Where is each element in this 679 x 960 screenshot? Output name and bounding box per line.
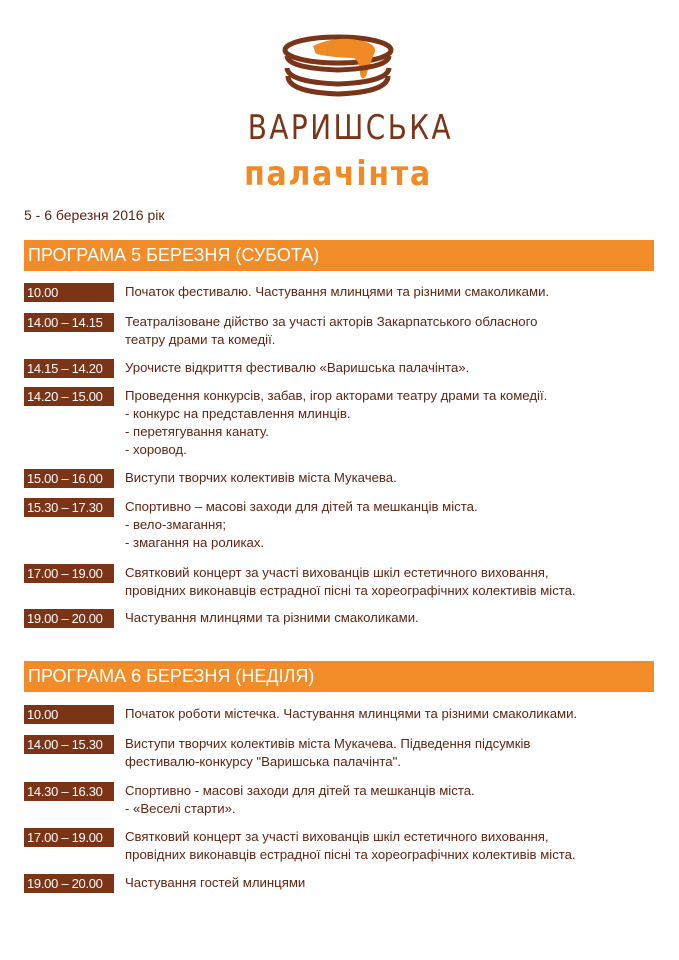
time-badge: 14.00 – 15.30 (24, 735, 114, 754)
item-description (125, 283, 665, 301)
time-badge: 14.20 – 15.00 (24, 387, 114, 406)
sub-item: - «Веселі старти». (125, 801, 236, 816)
description-line: Початок роботи містечка. Частування млинцями та різними смаколиками. (125, 706, 578, 721)
time-badge: 15.00 – 16.00 (24, 469, 114, 488)
item-description (125, 387, 665, 459)
time-badge: 14.00 – 14.15 (24, 313, 114, 332)
sub-item: - хоровод. (125, 442, 187, 457)
description-line: Виступи творчих колективів міста Мукачева. (125, 470, 397, 485)
item-description (125, 782, 665, 818)
description-line: провідних виконавців естрадної пісні та хореографічних колективів міста. (125, 847, 576, 862)
item-description (125, 705, 665, 723)
item-description (125, 498, 665, 552)
sub-item: - змагання на роликах. (125, 535, 265, 550)
description-line: Святковий концерт за участі вихованців шкіл естетичного виховання, (125, 829, 549, 844)
time-badge: 14.30 – 16.30 (24, 782, 114, 801)
item-description (125, 874, 665, 892)
time-badge: 10.00 (24, 283, 114, 302)
description-line: Святковий концерт за участі вихованців шкіл естетичного виховання, (125, 565, 549, 580)
description-line: Театралізоване дійство за участі акторів Закарпатського обласного (125, 314, 538, 329)
description-line: Спортивно - масові заходи для дітей та мешканців міста. (125, 783, 475, 798)
item-description (125, 735, 665, 771)
description-line: Спортивно – масові заходи для дітей та мешканців міста. (125, 499, 478, 514)
logo-title-top: ВАРИШСЬКА (247, 108, 454, 148)
description-line: Частування гостей млинцями (125, 875, 306, 890)
time-badge: 19.00 – 20.00 (24, 609, 114, 628)
sub-item: - перетягування канату. (125, 424, 269, 439)
section-header: ПРОГРАМА 5 БЕРЕЗНЯ (СУБОТА) (24, 240, 654, 271)
description-line: Виступи творчих колективів міста Мукачева. Підведення підсумків (125, 736, 531, 751)
description-line: Початок фестивалю. Частування млинцями та різними смаколиками. (125, 284, 550, 299)
item-description (125, 359, 665, 377)
description-line: Урочисте відкриття фестивалю «Варишська палачінта». (125, 360, 470, 375)
festival-logo (228, 28, 454, 198)
pancake-stack-icon (228, 28, 448, 108)
time-badge: 10.00 (24, 705, 114, 724)
time-badge: 19.00 – 20.00 (24, 874, 114, 893)
item-description (125, 828, 665, 864)
item-description (125, 564, 665, 600)
time-badge: 17.00 – 19.00 (24, 828, 114, 847)
sub-item: - конкурс на представлення млинців. (125, 406, 351, 421)
time-badge: 14.15 – 14.20 (24, 359, 114, 378)
logo-title-bottom: палачінта (244, 154, 432, 194)
time-badge: 17.00 – 19.00 (24, 564, 114, 583)
section-header: ПРОГРАМА 6 БЕРЕЗНЯ (НЕДІЛЯ) (24, 661, 654, 692)
description-line: провідних виконавців естрадної пісні та хореографічних колективів міста. (125, 583, 576, 598)
sub-item: - вело-змагання; (125, 517, 227, 532)
event-dates: 5 - 6 березня 2016 рік (24, 207, 165, 223)
item-description (125, 469, 665, 487)
description-line: фестивалю-конкурсу "Варишська палачінта". (125, 754, 401, 769)
description-line: Частування млинцями та різними смаколиками. (125, 610, 419, 625)
description-line: театру драми та комедії. (125, 332, 276, 347)
description-line: Проведення конкурсів, забав, ігор акторами театру драми та комедії. (125, 388, 548, 403)
item-description (125, 609, 665, 627)
item-description (125, 313, 665, 349)
time-badge: 15.30 – 17.30 (24, 498, 114, 517)
